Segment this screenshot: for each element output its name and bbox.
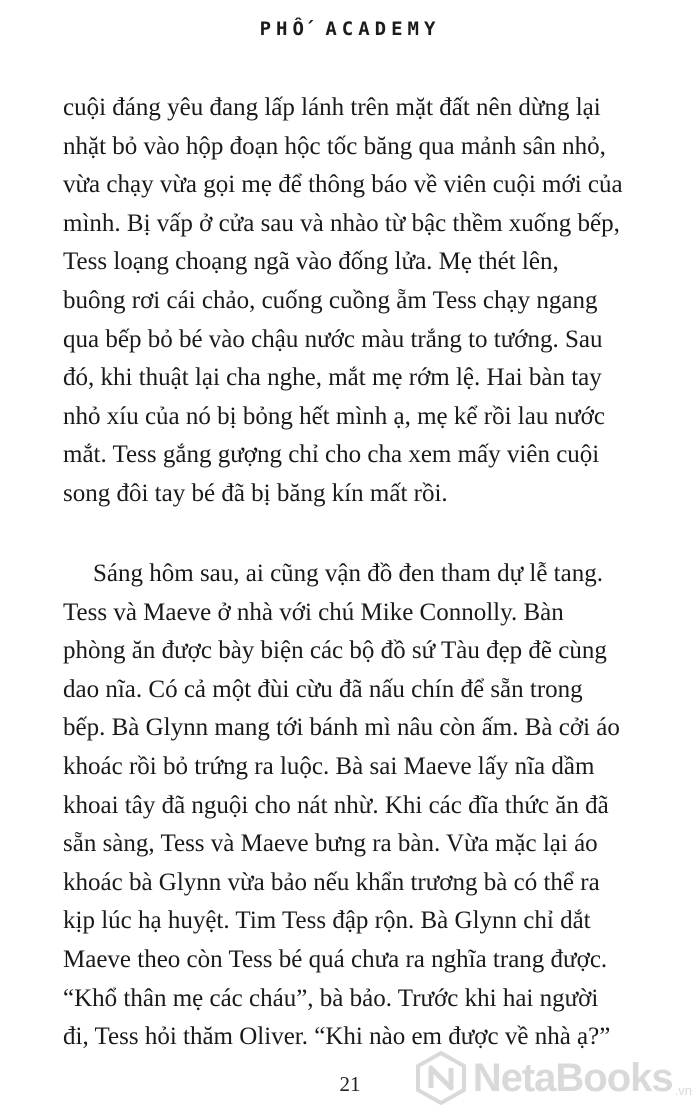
text-line: nhỏ xíu của nó bị bỏng hết mình ạ, mẹ kể rồi lau nước	[63, 402, 605, 430]
text-line: sẵn sàng, Tess và Maeve bưng ra bàn. Vừa mặc lại áo	[63, 830, 598, 858]
text-line: buông rơi cái chảo, cuống cuồng ẵm Tess chạy ngang	[63, 286, 598, 314]
text-line: Tess và Maeve ở nhà với chú Mike Connolly. Bàn	[63, 598, 564, 626]
text-line: Maeve theo còn Tess bé quá chưa ra nghĩa trang được.	[63, 945, 608, 973]
text-line: song đôi tay bé đã bị băng kín mất rồi.	[63, 479, 448, 507]
text-line: khoai tây đã nguội cho nát nhừ. Khi các đĩa thức ăn đã	[63, 791, 609, 819]
text-line: khoác bà Glynn vừa bảo nếu khẩn trương bà có thể ra	[63, 868, 600, 896]
netabooks-logo-icon	[413, 1050, 469, 1106]
text-line: mình. Bị vấp ở cửa sau và nhào từ bậc thềm xuống bếp,	[63, 209, 620, 237]
text-line: dao nĩa. Có cả một đùi cừu đã nấu chín để sẵn trong	[63, 675, 583, 703]
text-line: Sáng hôm sau, ai cũng vận đồ đen tham dự lễ tang.	[93, 560, 603, 587]
text-line: phòng ăn được bày biện các bộ đồ sứ Tàu đẹp đẽ cùng	[63, 637, 607, 665]
text-line: “Khổ thân mẹ các cháu”, bà bảo. Trước khi hai người	[63, 984, 599, 1012]
text-line: kịp lúc hạ huyệt. Tim Tess đập rộn. Bà Glynn chỉ dắt	[63, 907, 591, 935]
text-line: khoác rồi bỏ trứng ra luộc. Bà sai Maeve lấy nĩa dầm	[63, 752, 595, 780]
text-line: nhặt bỏ vào hộp đoạn hộc tốc băng qua mảnh sân nhỏ,	[63, 132, 606, 160]
text-line: qua bếp bỏ bé vào chậu nước màu trắng to tướng. Sau	[63, 325, 603, 353]
text-line: Tess loạng choạng ngã vào đống lửa. Mẹ thét lên,	[63, 248, 559, 276]
watermark-brand: NetaBooks	[472, 1055, 673, 1100]
paragraph-1	[63, 89, 643, 514]
text-line: đi, Tess hỏi thăm Oliver. “Khi nào em được về nhà ạ?”	[63, 1023, 611, 1051]
netabooks-watermark	[413, 1050, 692, 1106]
text-line: cuội đáng yêu đang lấp lánh trên mặt đất nên dừng lại	[63, 94, 601, 121]
text-line: bếp. Bà Glynn mang tới bánh mì nâu còn ấm. Bà cởi áo	[63, 714, 620, 742]
page-number: 21	[339, 1072, 361, 1096]
running-header: PHỐ ACADEMY	[259, 18, 441, 40]
text-line: vừa chạy vừa gọi mẹ để thông báo về viên cuội mới của	[63, 171, 623, 199]
text-line: đó, khi thuật lại cha nghe, mắt mẹ rớm lệ. Hai bàn tay	[63, 364, 602, 392]
paragraph-2	[63, 555, 643, 1057]
watermark-suffix: .vn	[674, 1083, 692, 1098]
text-line: mắt. Tess gắng gượng chỉ cho cha xem mấy viên cuội	[63, 441, 600, 469]
